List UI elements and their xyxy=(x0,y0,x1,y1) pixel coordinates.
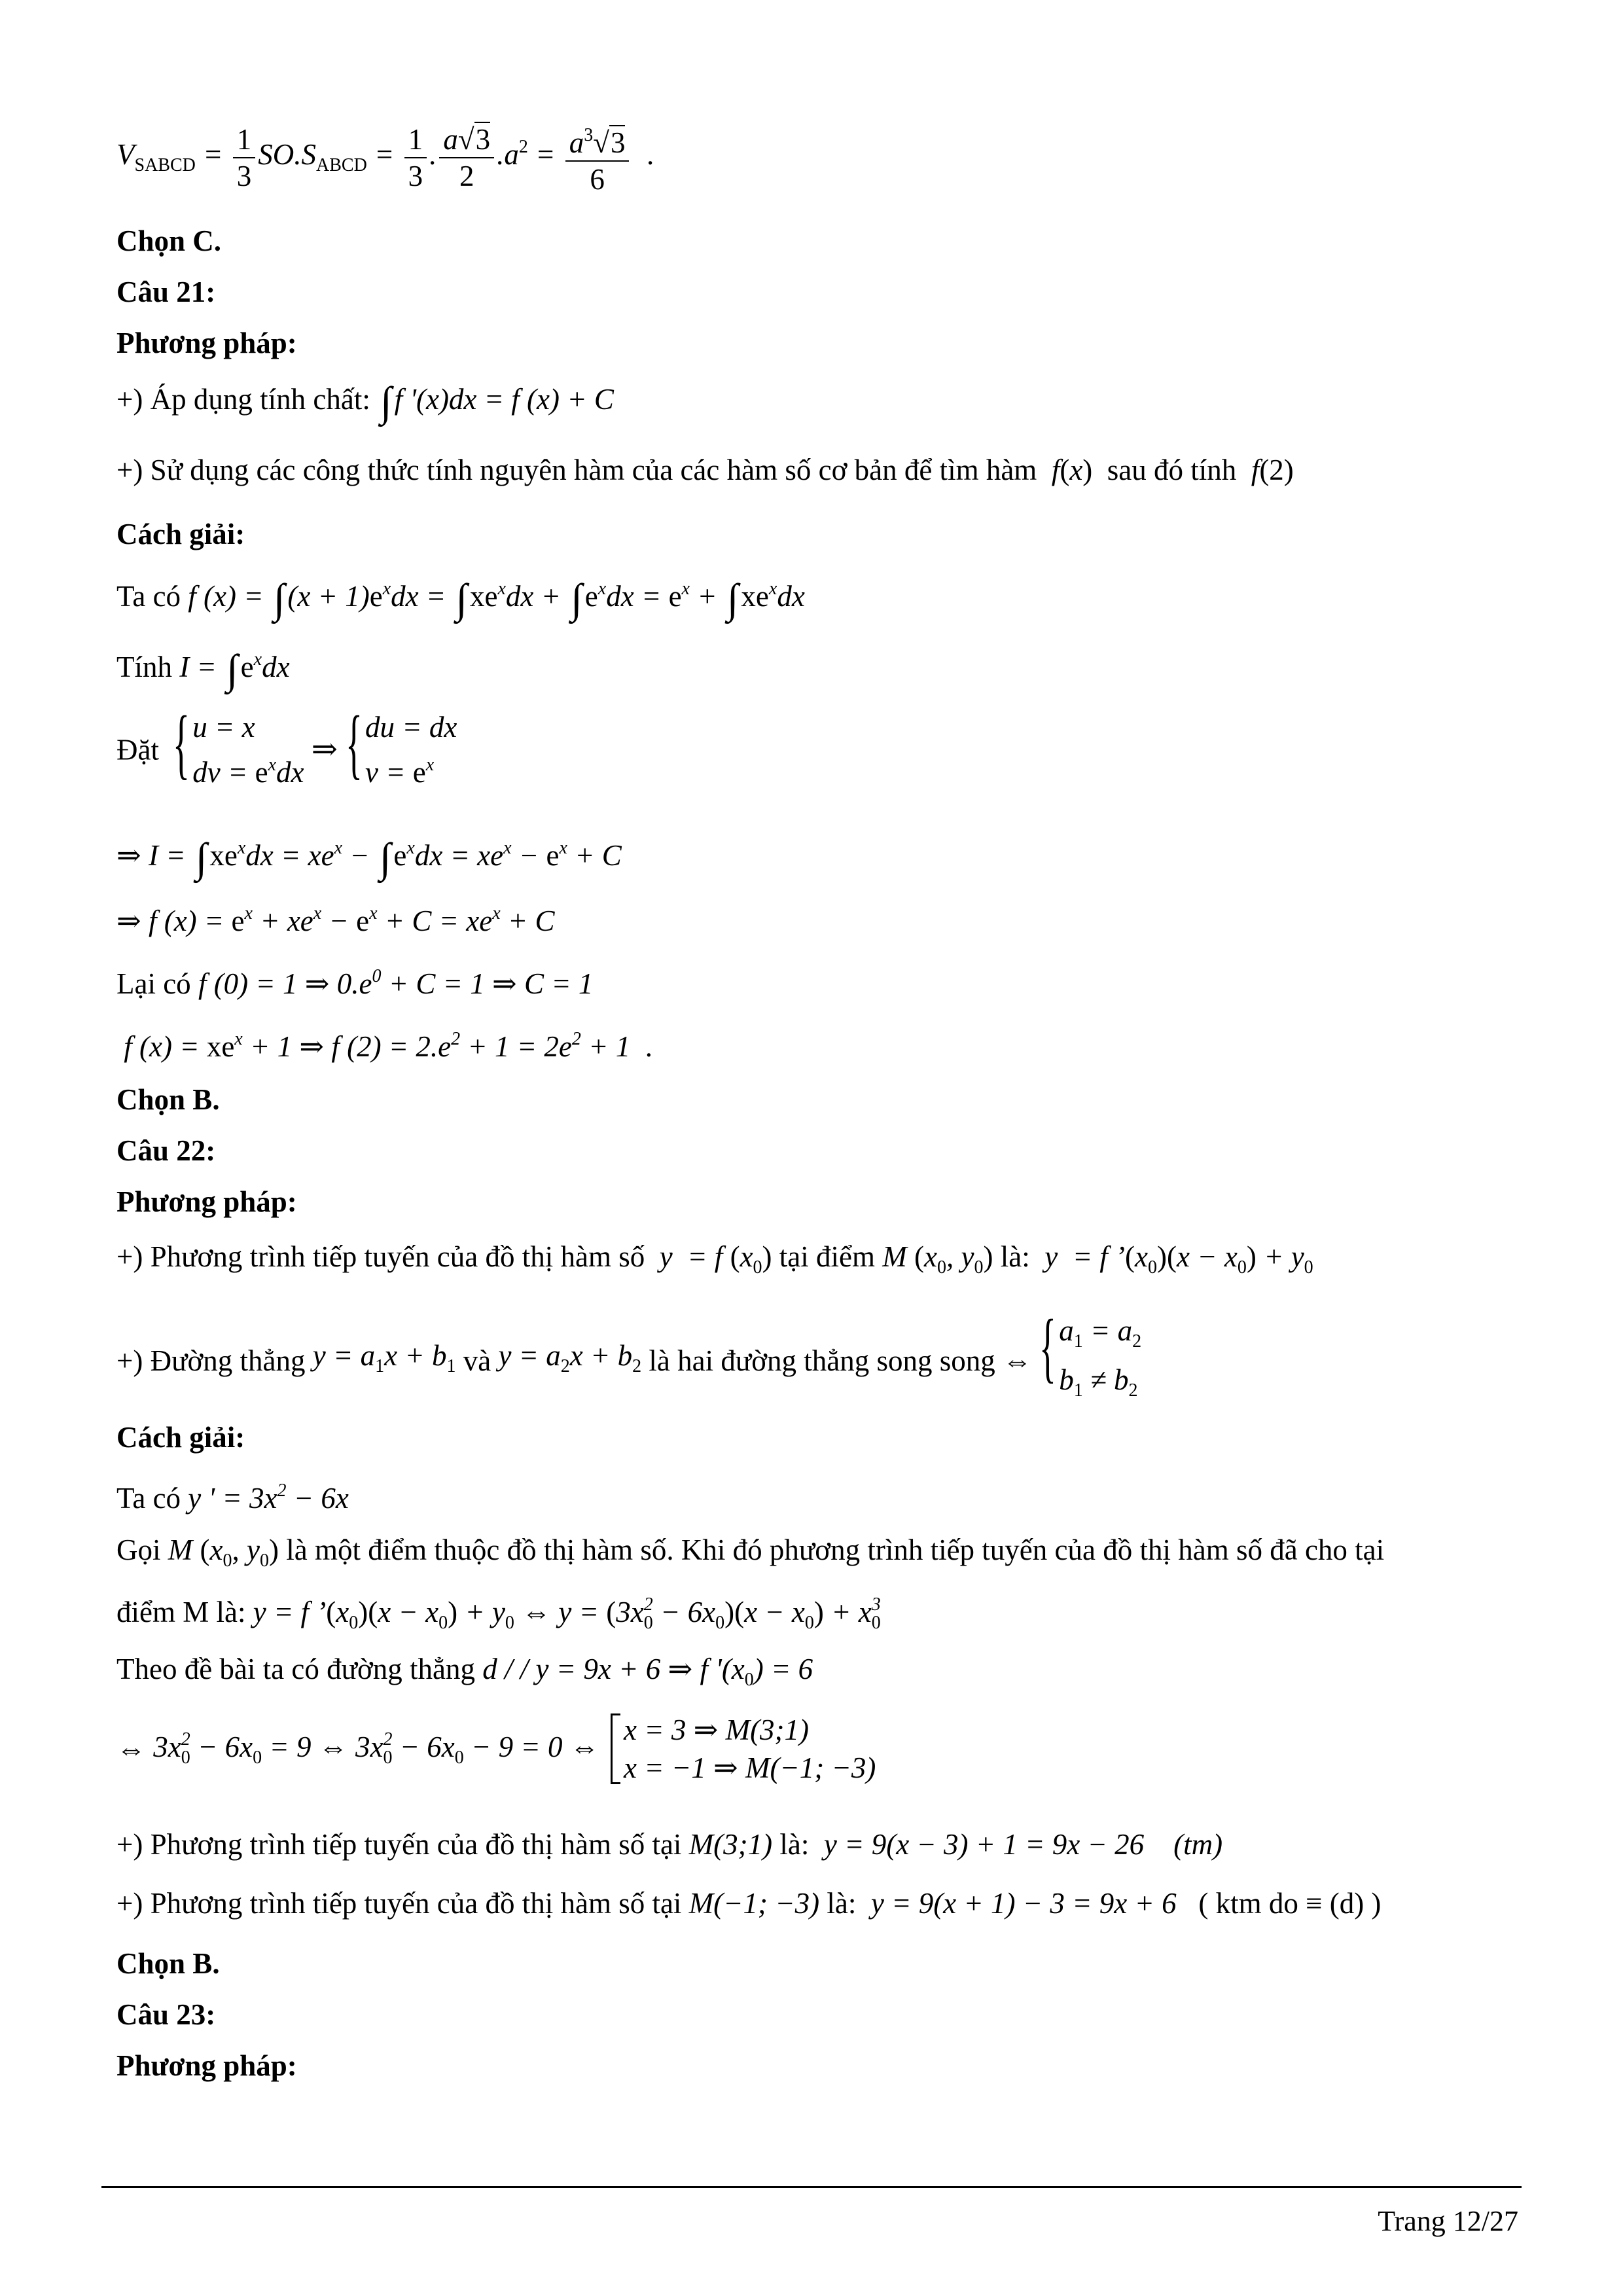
footer-divider xyxy=(101,2186,1522,2188)
solution-22-pttt-tai-2: +) Phương trình tiếp tuyến của đồ thị hàm số tại xyxy=(116,1887,682,1920)
solution-heading-22: Cách giải: xyxy=(116,1421,245,1454)
method-line-2: +) Sử dụng các công thức tính nguyên hàm của các hàm số cơ bản để tìm hàm f(x) sau đó tính f(2) xyxy=(116,454,1294,486)
question-22-heading: Câu 22: xyxy=(116,1134,216,1167)
answer-b-22: Chọn B. xyxy=(116,1947,220,1980)
method-heading-21: Phương pháp: xyxy=(116,327,297,359)
solution-21-line-5: ⇒ f $(x) = e^x + xe^x - e^x + C = xe^x + C$ xyxy=(116,903,555,937)
solution-22-line-3: điểm M là: y = f $’(x_0)(x - x_0) + y_0$ ⇔ $y = (3x_0^2 - 6x_0)(x - x_0) + x_0^3$ xyxy=(116,1594,881,1633)
question-23-heading: Câu 23: xyxy=(116,1998,216,2031)
answer-c: Chọn C. xyxy=(116,224,222,257)
method-22-va: và xyxy=(463,1344,491,1377)
solution-22-line-4: Theo đề bài ta có đường thẳng d / / y = 9x + 6 ⇒ f '$(x_0) = 6$ xyxy=(116,1653,813,1690)
solution-22-line-1: Ta có y ' = $3x^2 - 6x$ xyxy=(116,1480,349,1515)
solution-21-line-2: Tính $I = \int e^xdx$ xyxy=(116,646,290,692)
method-22-duong-thang: +) Đường thẳng xyxy=(116,1344,306,1377)
solution-22-la-2: là: xyxy=(827,1887,857,1920)
method-line-2-text: +) Sử dụng các công thức tính nguyên hàm của các hàm số cơ bản để tìm hàm xyxy=(116,454,1037,486)
solution-22-line-5: ⇔ $3x_0^2 - 6x_0 = 9$ ⇔ $3x_0^2 - 6x_0 - 9 = 0$ ⇔ x = 3 ⇒ M(3;1) x = −1 ⇒ M(−1; −3) xyxy=(116,1711,876,1787)
solution-22-pttt-tai-1: +) Phương trình tiếp tuyến của đồ thị hàm số tại xyxy=(116,1828,682,1861)
method-line-2-text-b: sau đó tính xyxy=(1107,454,1237,486)
solution-21-line-4: ⇒ $I = \int xe^xdx = xe^x - \int e^xdx = xe^x - e^x + C$ xyxy=(116,834,622,881)
method-22-line-1: +) Phương trình tiếp tuyến của đồ thị hàm số y = f $(x_0)$ tại điểm M ($x_0$, $y_0$) là: y = f $’(x_0)(x - x_0) + y_0$ xyxy=(116,1240,1313,1278)
solution-21-lai-co: Lại có xyxy=(116,967,191,1000)
method-22-line-2: +) Đường thẳng $y = a_1x + b_1$ và $y = a_2x + b_2$ là hai đường thẳng song song ⇔ { $a_1 = a_2$ $b_1 \ne b_2$ xyxy=(116,1303,1142,1401)
method-line-1: +) Áp dụng tính chất: ∫f '(x)dx = f (x) + C xyxy=(116,378,614,425)
solution-22-line-6: +) Phương trình tiếp tuyến của đồ thị hàm số tại M(3;1) là: y = 9(x − 3) + 1 = 9x − 26 (tm) xyxy=(116,1828,1223,1861)
solution-22-line-2: Gọi M ($x_0$, $y_0$) là một điểm thuộc đồ thị hàm số. Khi đó phương trình tiếp tuyến của đồ thị hàm số đã cho tại xyxy=(116,1534,1385,1571)
solution-21-ta-co: Ta có xyxy=(116,580,181,613)
method-22-song-song: là hai đường thẳng song song xyxy=(649,1344,995,1377)
page-number: Trang 12/27 xyxy=(1378,2205,1518,2237)
method-heading-23: Phương pháp: xyxy=(116,2049,297,2082)
solution-21-substitution: Đặt { u = x dv = $e^xdx$ ⇒ { du = dx $v = e^x$ xyxy=(116,700,457,789)
solution-21-line-6: Lại có f (0) = 1 ⇒ $0.e^0 + C = 1$ ⇒ C = 1 xyxy=(116,966,594,1000)
solution-21-line-7: f $(x) = xe^x + 1$ ⇒ f $(2) = 2.e^2 + 1 = 2e^2 + 1$ . xyxy=(116,1029,652,1063)
volume-formula: $V_{SABCD}$ = $\frac{1}{3}$ $SO.S_{ABCD}$ = $\frac{1}{3}$ . $\frac{a√3}{2}$ $.a^2$ = $\frac{a^3√3}{6}$ . xyxy=(116,118,654,197)
solution-21-tinh: Tính xyxy=(116,651,172,683)
question-21-heading: Câu 21: xyxy=(116,276,216,308)
solution-21-line-1: Ta có f $(x) = \int(x + 1)e^xdx = \int xe^xdx + \int e^xdx = e^x + \int xe^xdx$ xyxy=(116,575,805,622)
solution-22-tm: (tm) xyxy=(1173,1828,1223,1861)
solution-22-theo-de-bai: Theo đề bài ta có đường thẳng xyxy=(116,1653,476,1685)
method-heading-22: Phương pháp: xyxy=(116,1185,297,1218)
solution-22-goi: Gọi xyxy=(116,1534,161,1566)
method-line-1-text: +) Áp dụng tính chất: xyxy=(116,383,370,416)
solution-heading-21: Cách giải: xyxy=(116,518,245,550)
solution-22-goi-text: là một điểm thuộc đồ thị hàm số. Khi đó phương trình tiếp tuyến của đồ thị hàm số đã cho tại xyxy=(286,1534,1385,1566)
solution-22-ktm: ( ktm do ≡ (d) ) xyxy=(1198,1887,1382,1920)
solution-22-diem-m: điểm M là: xyxy=(116,1596,246,1628)
solution-22-la-1: là: xyxy=(779,1828,810,1861)
solution-21-dat: Đặt xyxy=(116,733,159,766)
method-22-tai-diem: tại điểm xyxy=(779,1240,876,1273)
method-22-pttt-text: +) Phương trình tiếp tuyến của đồ thị hàm số xyxy=(116,1240,645,1273)
answer-b-21: Chọn B. xyxy=(116,1083,220,1116)
method-22-la: là: xyxy=(1000,1240,1030,1273)
solution-22-line-7: +) Phương trình tiếp tuyến của đồ thị hàm số tại M(−1; −3) là: y = 9(x + 1) − 3 = 9x + 6 ( ktm do ≡ (d) ) xyxy=(116,1887,1382,1920)
solution-22-ta-co: Ta có xyxy=(116,1482,181,1515)
